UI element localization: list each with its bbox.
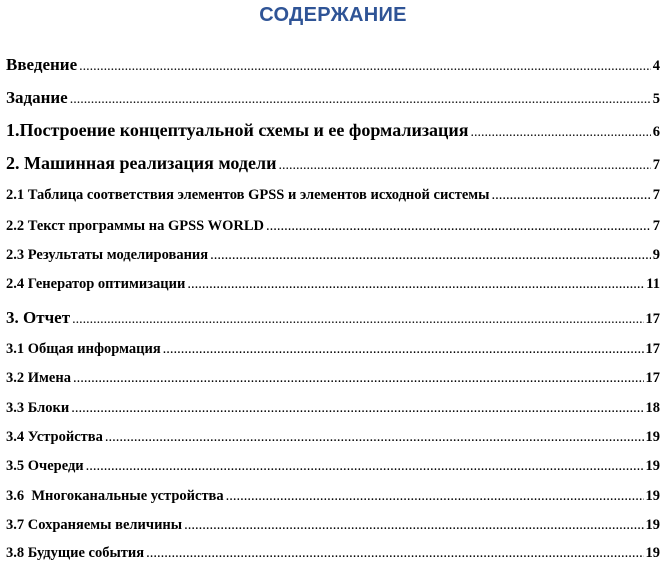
toc-entry-label: 3.8 Будущие события [6,545,145,561]
toc-entry-page: 5 [652,91,660,107]
dot-leader [70,92,651,108]
toc-entry-section-3-6[interactable] [6,488,660,505]
toc-entry-page: 11 [646,276,660,292]
dot-leader [187,276,644,293]
toc-entry-page: 4 [652,58,660,74]
toc-entry-section-3-3[interactable] [6,400,660,417]
toc-entry-section-2-2[interactable] [6,218,660,235]
toc-entry-label: 3.4 Устройства [6,429,103,445]
toc-entry-label: 3.2 Имена [6,370,71,386]
toc-entry-page: 19 [645,429,660,445]
toc-entry-section-3-5[interactable] [6,458,660,475]
toc-entry-section-1[interactable] [6,120,660,141]
dot-leader [163,341,644,358]
toc-entry-label: 1.Построение концептуальной схемы и ее формализация [6,120,469,140]
toc-entry-section-3-7[interactable] [6,517,660,534]
toc-entry-page: 17 [645,370,660,386]
toc-entry-label: 2.4 Генератор оптимизации [6,276,186,292]
dot-leader [71,400,643,417]
dot-leader [492,187,651,204]
toc-entry-label: Задание [6,88,68,107]
toc-entry-label: 3. Отчет [6,308,71,327]
toc-entry-label: 2.2 Текст программы на GPSS WORLD [6,218,264,234]
toc-entry-page: 9 [652,247,660,263]
page-title: СОДЕРЖАНИЕ [259,4,407,26]
toc-entry-label: 3.6 Многоканальные устройства [6,488,224,504]
dot-leader [226,488,644,505]
toc-entry-page: 17 [645,341,660,357]
toc-entry-label: 2. Машинная реализация модели [6,153,277,173]
toc-entry-label: 3.3 Блоки [6,400,70,416]
toc-entry-page: 17 [645,311,660,327]
toc-entry-page: 6 [652,124,660,140]
toc-entry-label: 3.1 Общая информация [6,341,161,357]
toc-entry-page: 7 [652,157,660,173]
toc-entry-label: 3.7 Сохраняемы величины [6,517,183,533]
dot-leader [73,370,644,387]
toc-entry-page: 7 [652,187,660,203]
toc-entry-introduction[interactable] [6,55,660,75]
dot-leader [79,59,651,75]
dot-leader [210,247,651,264]
dot-leader [146,545,643,562]
toc-entry-section-3-4[interactable] [6,429,660,446]
toc-entry-section-3-2[interactable] [6,370,660,387]
dot-leader [86,458,644,475]
dot-leader [184,517,643,534]
toc-entry-page: 19 [645,517,660,533]
toc-entry-section-2-3[interactable] [6,247,660,264]
toc-entry-section-2-4[interactable] [6,276,660,293]
toc-entry-label: 2.1 Таблица соответствия элементов GPSS и элементов исходной системы [6,187,490,203]
dot-leader [105,429,644,446]
toc-entry-label: Введение [6,55,78,74]
toc-entry-section-2[interactable] [6,153,660,174]
toc-entry-page: 19 [645,458,660,474]
dot-leader [266,218,651,235]
dot-leader [278,158,650,174]
toc-entry-section-2-1[interactable] [6,187,660,204]
toc-entry-label: 2.3 Результаты моделирования [6,247,209,263]
toc-entry-label: 3.5 Очереди [6,458,84,474]
toc-entry-page: 19 [645,488,660,504]
dot-leader [471,125,651,141]
toc-entry-section-3[interactable] [6,308,660,328]
toc-entry-assignment[interactable] [6,88,660,108]
toc-entry-page: 19 [645,545,660,561]
dot-leader [72,312,643,328]
toc-entry-section-3-1[interactable] [6,341,660,358]
toc-entry-page: 18 [645,400,660,416]
toc-entry-page: 7 [652,218,660,234]
toc-entry-section-3-8[interactable] [6,545,660,562]
